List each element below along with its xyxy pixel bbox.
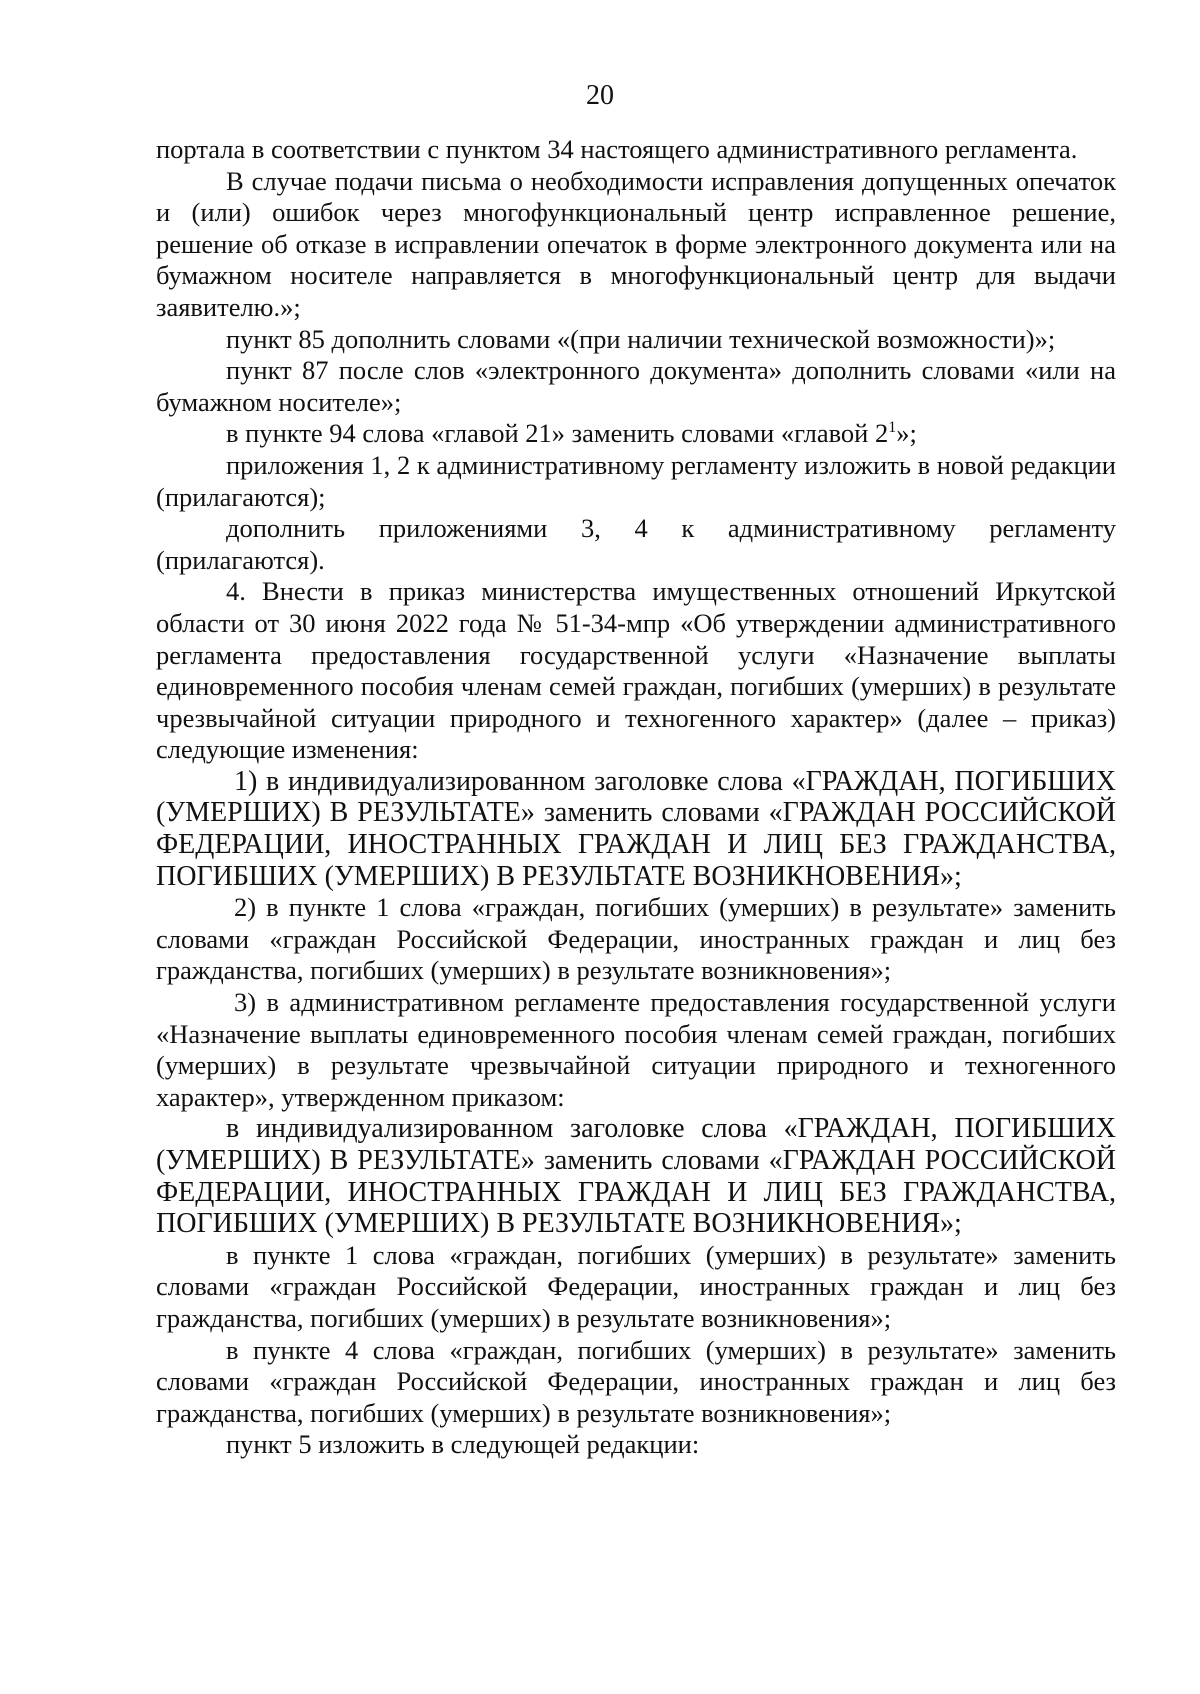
paragraph: приложения 1, 2 к административному регламенту изложить в новой редакции (прилагаются);: [156, 449, 1116, 512]
superscript: 1: [888, 419, 897, 437]
paragraph: пункт 87 после слов «электронного документа» дополнить словами «или на бумажном носителе»;: [156, 355, 1116, 417]
paragraph: в индивидуализированном заголовке слова «ГРАЖДАН, ПОГИБШИХ (УМЕРШИХ) В РЕЗУЛЬТАТЕ» заменить словами «ГРАЖДАН РОССИЙСКОЙ ФЕДЕРАЦИИ, ИНОСТРАННЫХ ГРАЖДАН И ЛИЦ БЕЗ ГРАЖДАНСТВА, ПОГИБШИХ (УМЕРШИХ) В РЕЗУЛЬТАТЕ ВОЗНИКНОВЕНИЯ»;: [156, 1113, 1116, 1240]
paragraph: В случае подачи письма о необходимости исправления допущенных опечаток и (или) ошибок через многофункциональный центр исправленное решение, решение об отказе в исправлении опечаток в форме электронного документа или на бумажном носителе направляется в многофункциональный центр для выдачи заявителю.»;: [156, 165, 1116, 322]
paragraph-text: »;: [896, 418, 917, 449]
paragraph-item-2: 2) в пункте 1 слова «граждан, погибших (умерших) в результате» заменить словами «граждан Российской Федерации, иностранных граждан и лиц без гражданства, погибших (умерших) в результате возникновения»;: [156, 892, 1116, 986]
paragraph-text: в пункте 94 слова «главой 21» заменить словами «главой 2: [226, 418, 889, 449]
paragraph: портала в соответствии с пунктом 34 настоящего административного регламента.: [156, 134, 1078, 164]
paragraph: дополнить приложениями 3, 4 к административному регламенту (прилагаются).: [156, 513, 1116, 575]
paragraph: пункт 5 изложить в следующей редакции:: [226, 1429, 700, 1460]
paragraph: [156, 418, 1116, 450]
document-body: [156, 134, 1116, 1461]
paragraph-item-3: 3) в административном регламенте предоставления государственной услуги «Назначение выплаты единовременного пособия членам семей граждан, погибших (умерших) в результате чрезвычайной ситуации природного и техногенного характер», утвержденном приказом:: [156, 987, 1116, 1112]
paragraph: пункт 85 дополнить словами «(при наличии технической возможности)»;: [226, 323, 1056, 354]
paragraph-item-1: 1) в индивидуализированном заголовке слова «ГРАЖДАН, ПОГИБШИХ (УМЕРШИХ) В РЕЗУЛЬТАТЕ» заменить словами «ГРАЖДАН РОССИЙСКОЙ ФЕДЕРАЦИИ, ИНОСТРАННЫХ ГРАЖДАН И ЛИЦ БЕЗ ГРАЖДАНСТВА, ПОГИБШИХ (УМЕРШИХ) В РЕЗУЛЬТАТЕ ВОЗНИКНОВЕНИЯ»;: [156, 765, 1116, 892]
paragraph: в пункте 4 слова «граждан, погибших (умерших) в результате» заменить словами «граждан Российской Федерации, иностранных граждан и лиц без гражданства, погибших (умерших) в результате возникновения»;: [156, 1334, 1116, 1428]
page-number: 20: [586, 80, 614, 111]
paragraph: в пункте 1 слова «граждан, погибших (умерших) в результате» заменить словами «граждан Российской Федерации, иностранных граждан и лиц без гражданства, погибших (умерших) в результате возникновения»;: [156, 1239, 1116, 1333]
paragraph: 4. Внести в приказ министерства имущественных отношений Иркутской области от 30 июня 2022 года № 51-34-мпр «Об утверждении административного регламента предоставления государственной услуги «Назначение выплаты единовременного пособия членам семей граждан, погибших (умерших) в результате чрезвычайной ситуации природного и техногенного характер» (далее – приказ) следующие изменения:: [156, 576, 1116, 765]
